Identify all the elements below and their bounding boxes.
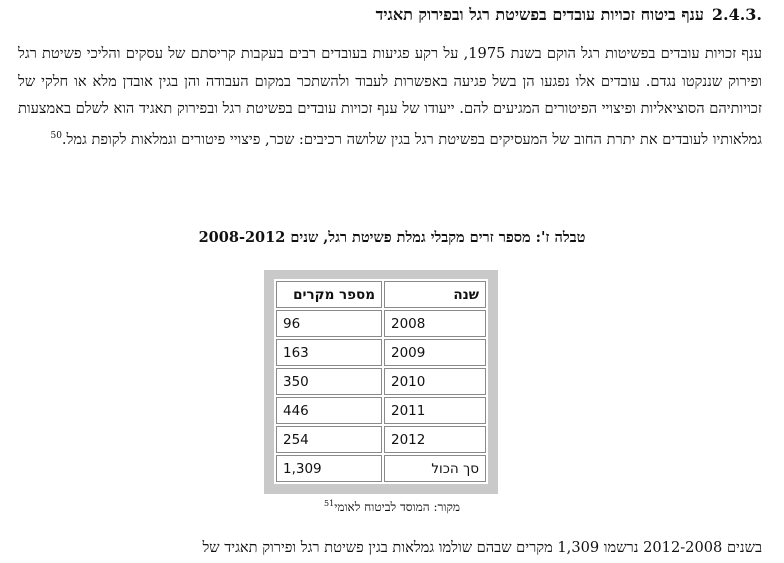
cell-year: 2011 bbox=[384, 397, 486, 424]
cell-cases: 96 bbox=[276, 310, 382, 337]
total-cases: 1,309 bbox=[276, 455, 382, 482]
footnote-marker[interactable]: 50 bbox=[50, 130, 62, 141]
table-frame bbox=[264, 270, 498, 494]
source-text: מקור: המוסד לביטוח לאומי bbox=[334, 500, 460, 514]
paragraph-text: ענף זכויות עובדים בפשיטות רגל הוקם בשנת 1975, על רקע פגיעות בעובדים רבים בעקבות קריסתם של עסקים והליכי פשיטת רגל ופירוק שננקטו נגדם. עובדים אלו נפגעו הן בשל פגיעה באפשרות לעבוד ולהשתכר במקום העבודה והן בגין אובדן מלא או חלקי של זכויותיהם הסוציאליות ופיצויי הפיטורים המגיעים להם. ייעודו של ענף זכויות עובדים בפשיטת רגל ובפירוק תאגיד הוא לשלם באמצעות גמלאותיו לעובדים את יתרת החוב של המעסיקים בפשיטת רגל בגין שלושה רכיבים: שכר, פיצויי פיטורים וגמלאות לקופת גמל. bbox=[18, 45, 762, 148]
table-source bbox=[0, 499, 784, 515]
bottom-paragraph: בשנים 2012-2008 נרשמו 1,309 מקרים שבהם שולמו גמלאות בגין פשיטת רגל ופירוק תאגיד של bbox=[202, 539, 762, 556]
table-row bbox=[276, 426, 486, 453]
cell-year: 2010 bbox=[384, 368, 486, 395]
cell-cases: 446 bbox=[276, 397, 382, 424]
header-year: שנה bbox=[384, 281, 486, 308]
table-row bbox=[276, 397, 486, 424]
table-total-row bbox=[276, 455, 486, 482]
cases-table bbox=[274, 279, 488, 484]
table-header-row bbox=[276, 281, 486, 308]
cell-year: 2008 bbox=[384, 310, 486, 337]
total-label: סך הכול bbox=[384, 455, 486, 482]
source-footnote-marker[interactable]: 51 bbox=[324, 499, 335, 508]
section-heading bbox=[20, 4, 762, 26]
table-row bbox=[276, 339, 486, 366]
table-row bbox=[276, 368, 486, 395]
cell-year: 2009 bbox=[384, 339, 486, 366]
body-paragraph bbox=[18, 40, 762, 153]
cell-cases: 350 bbox=[276, 368, 382, 395]
header-cases: מספר מקרים bbox=[276, 281, 382, 308]
cell-cases: 254 bbox=[276, 426, 382, 453]
cell-year: 2012 bbox=[384, 426, 486, 453]
cell-cases: 163 bbox=[276, 339, 382, 366]
section-number: .2.4.3 bbox=[711, 5, 762, 24]
table-row bbox=[276, 310, 486, 337]
section-title: ענף ביטוח זכויות עובדים בפשיטת רגל ובפירוק תאגיד bbox=[375, 5, 704, 24]
table-caption: טבלה ז': מספר זרים מקבלי גמלת פשיטת רגל, שנים 2008-2012 bbox=[198, 229, 586, 246]
